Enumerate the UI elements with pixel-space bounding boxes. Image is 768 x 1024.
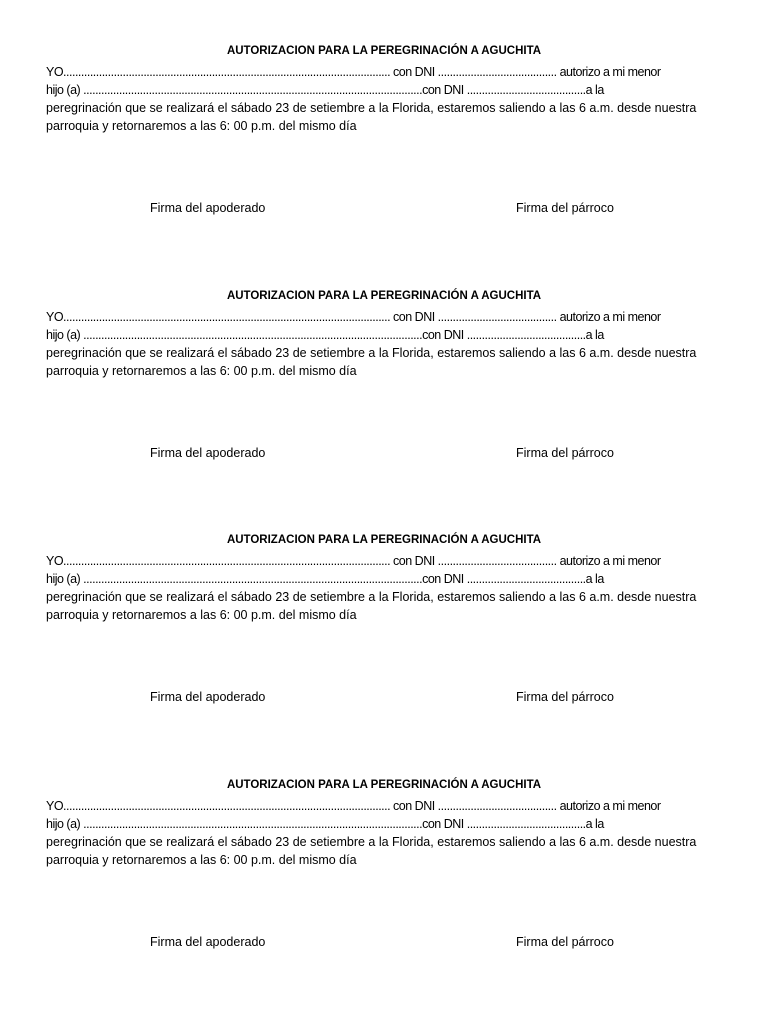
priest-signature-label: Firma del párroco (516, 935, 614, 949)
authorization-form-2 (0, 289, 768, 534)
description-line-2: parroquia y retornaremos a las 6: 00 p.m. del mismo día (46, 364, 357, 378)
guardian-signature-label: Firma del apoderado (150, 690, 266, 704)
authorization-form-4 (0, 778, 768, 1023)
child-name-line: hijo (a) ..................................................................................................................con DNI ........................................a la (46, 83, 604, 97)
guardian-name-line: YO.............................................................................................................. con DNI ........................................ autorizo a mi menor (46, 65, 661, 79)
guardian-signature-label: Firma del apoderado (150, 446, 266, 460)
description-line-1: peregrinación que se realizará el sábado 23 de setiembre a la Florida, estaremos saliendo a las 6 a.m. desde nuestra (46, 346, 697, 360)
description-line-1: peregrinación que se realizará el sábado 23 de setiembre a la Florida, estaremos saliendo a las 6 a.m. desde nuestra (46, 835, 697, 849)
child-name-line: hijo (a) ..................................................................................................................con DNI ........................................a la (46, 328, 604, 342)
priest-signature-label: Firma del párroco (516, 690, 614, 704)
description-line-2: parroquia y retornaremos a las 6: 00 p.m. del mismo día (46, 119, 357, 133)
description-line-2: parroquia y retornaremos a las 6: 00 p.m. del mismo día (46, 853, 357, 867)
guardian-signature-label: Firma del apoderado (150, 201, 266, 215)
form-title: AUTORIZACION PARA LA PEREGRINACIÓN A AGUCHITA (226, 534, 542, 546)
form-title: AUTORIZACION PARA LA PEREGRINACIÓN A AGUCHITA (226, 779, 542, 791)
authorization-form-1 (0, 44, 768, 289)
form-title: AUTORIZACION PARA LA PEREGRINACIÓN A AGUCHITA (226, 290, 542, 302)
priest-signature-label: Firma del párroco (516, 201, 614, 215)
guardian-name-line: YO.............................................................................................................. con DNI ........................................ autorizo a mi menor (46, 554, 661, 568)
description-line-2: parroquia y retornaremos a las 6: 00 p.m. del mismo día (46, 608, 357, 622)
priest-signature-label: Firma del párroco (516, 446, 614, 460)
guardian-name-line: YO.............................................................................................................. con DNI ........................................ autorizo a mi menor (46, 799, 661, 813)
guardian-signature-label: Firma del apoderado (150, 935, 266, 949)
description-line-1: peregrinación que se realizará el sábado 23 de setiembre a la Florida, estaremos saliendo a las 6 a.m. desde nuestra (46, 590, 697, 604)
guardian-name-line: YO.............................................................................................................. con DNI ........................................ autorizo a mi menor (46, 310, 661, 324)
form-title: AUTORIZACION PARA LA PEREGRINACIÓN A AGUCHITA (226, 45, 542, 57)
authorization-form-3 (0, 533, 768, 778)
description-line-1: peregrinación que se realizará el sábado 23 de setiembre a la Florida, estaremos saliendo a las 6 a.m. desde nuestra (46, 101, 697, 115)
child-name-line: hijo (a) ..................................................................................................................con DNI ........................................a la (46, 572, 604, 586)
child-name-line: hijo (a) ..................................................................................................................con DNI ........................................a la (46, 817, 604, 831)
